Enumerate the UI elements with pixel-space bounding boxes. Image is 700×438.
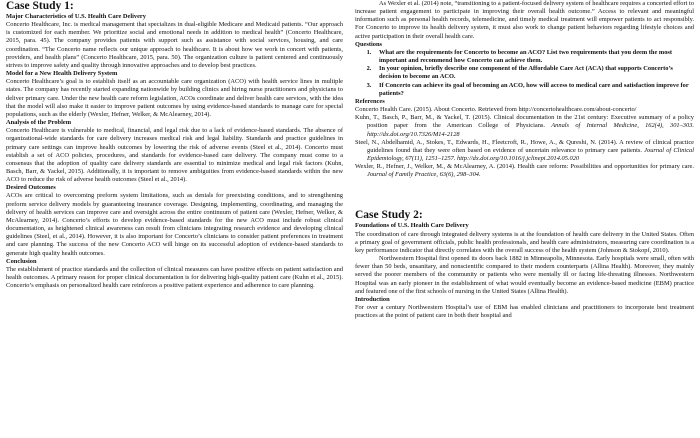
paragraph-desired-outcomes: ACOs are critical to overcoming preform system limitations, such as denials for preexisting conditions, and to strengthening preform service delivery models by guaranteeing insurance coverage. Designing, implementing, coordinating, and managing the delivery of health services can improve care and oversight across the entire continuum of patient care (Wexler, Hefner, Welker, & McAlearney, 2014). Concerto’s efforts to develop evidence-based standards for the new ACO must include robust clinical documentation, as heightened clinical awareness can result from clinicians integrating research evidence and developing clinical guidelines (Steel, et al., 2014). However, it is also important for Concerto’s clinicians to consider patient preferences in treatment and care planning. The success of the new Concerto ACO will hinge on its successful adoption of evidence-based standards to generate high quality health outcomes.	[6, 192, 343, 257]
paragraph-introduction: For over a century Northwestern Hospital’s use of EBM has enabled clinicians and practitioners to incorporate best treatment practices at the point of patient care in both their hospital and	[355, 304, 694, 320]
reference-item: Kuhn, T., Basch, P., Barr, M., & Yackel, T. (2015). Clinical documentation in the 21st century: Executive summary of a policy position paper from the American College of Physicians. Annals of Internal Medicine, 162(4), 301–303. http://dx.doi.org/10.7326/M14-2128	[355, 114, 694, 138]
heading-conclusion: Conclusion	[6, 257, 37, 265]
paragraph-wexler-quote: As Wexler et al. (2014) note, “transitioning to a patient-focused delivery system of healthcare requires a concerted effort to increase patient engagement to participate in improving their overall health outcome.” Access to relevant and meaningful information such as personal health records, telemedicine, and timely medical treatment will empower patients to act responsibly. For Concerto to improve its health delivery system, it must also work to change patient behaviors regarding lifestyle choices and active participation in their overall health care.	[355, 0, 694, 40]
reference-item: Concerto Health Care. (2015). About Concerto. Retrieved from http://concertohealthcare.com/about-concerto/	[355, 106, 637, 114]
question-item: 2. In your opinion, briefly describe one component of the Affordable Care Act (ACA) that supports Concerto’s decision to become an ACO.	[373, 65, 694, 81]
heading-questions: Questions	[355, 40, 382, 48]
heading-references: References	[355, 97, 385, 105]
questions-list	[355, 49, 694, 98]
heading-analysis: Analysis of the Problem	[6, 119, 72, 127]
heading-new-model: Model for a New Health Delivery System	[6, 70, 118, 78]
case2-title: Case Study 2:	[355, 209, 423, 222]
heading-major-characteristics: Major Characteristics of U.S. Health Care Delivery	[6, 13, 146, 20]
paragraph-major-characteristics: Concerto Healthcare, Inc. is medical management that specializes in dual-eligible Medicare and Medicaid patients. “Our approach is customized for each member. We prioritize social and emotional needs in addition to medical health” (Concerto Healthcare, 2015, para. 45). The company provides patients with support such as assistance with social services, housing, and care coordination. “The Concerto name reflects our unique approach to healthcare. It is about how we work in concert with patients, providers, and health plans” (Concerto Healthcare, 2015, para. 50). The organization culture is patient centered and continuously strives to improve safety and quality through innovative approaches and to develop best practices.	[6, 21, 343, 69]
reference-item: Wexler, R., Hefner, J., Welker, M., & McAlearney, A. (2014). Health care reform: Possibilities and opportunities for primary care. Journal of Family Practice, 63(6), 298–304.	[355, 163, 694, 179]
paragraph-new-model: Concerto Healthcare’s goal is to establish itself as an accountable care organization (ACO) with health service lines in multiple states. The company has recently started expanding nationwide by building clinics and hiring nurse practitioners and physicians to deliver primary care. Under the new health care reform legislation, ACOs coordinate and deliver health care services, with the idea that the model will also make it easier to improve patient outcomes by using evidence-based standards to manage care for special populations, such as the elderly (Wexler, Hefner, Welker, & McAlearney, 2014).	[6, 78, 343, 118]
case1-title: Case Study 1:	[6, 0, 74, 12]
section-spacer	[355, 179, 694, 209]
paragraph-analysis: Concerto Healthcare is vulnerable to medical, financial, and legal risk due to a lack of evidence-based standards. The absence of organizational-wide standards for care delivery increases medical risk and legal liability. Standards and practice guidelines in primary care settings can improve health outcomes by lowering the risk of adverse events (Steel et al., 2014). Concerto must establish a set of ACO policies, procedures, and standards for evidence-based care delivery. The company must come to a consensus that the adoption of quality care delivery standards are essential to minimize medical and legal risk factors (Kuhn, Basch, Barr, & Yackel, 2015). Additionally, it is important to remove ambiguities from evidence-based standards within the new ACO to reduce the risk of adverse health outcomes (Steel et al., 2014).	[6, 127, 343, 184]
heading-foundations: Foundations of U.S. Health Care Delivery	[355, 222, 469, 230]
paragraph-northwestern: Northwestern Hospital first opened its doors back 1882 in Minneapolis, Minnesota. Early hospitals were small, often with fewer than 50 beds, unsanitary, and nonscientific compared to their modern counterparts (Allina Health). Moreover, they mainly served the poorer members of the community or patients who were mentally ill or facing life-threating illnesses. Northwestern Hospital was an early pioneer in the establishment of what would eventually become an evidence-based medicine (EBM) practice and featured one of the first schools of nursing in the United States (Allina Health).	[355, 255, 694, 295]
heading-introduction: Introduction	[355, 295, 390, 303]
right-column	[355, 0, 694, 320]
heading-desired-outcomes: Desired Outcomes	[6, 184, 56, 192]
paragraph-conclusion: The establishment of practice standards and the collection of clinical measures can have positive effects on patient satisfaction and health outcomes. A primary reason for proper clinical documentation is for delivering high-quality patient care (Kuhn et al., 2015). Concerto’s emphasis on personalized health care reinforces a positive patient experience and adherence to care planning.	[6, 265, 343, 290]
question-item: 3. If Concerto can achieve its goal of becoming an ACO, how will access to medical care and satisfaction improve for patients?	[373, 82, 694, 98]
left-column	[6, 0, 343, 290]
paragraph-foundations: The coordination of care through integrated delivery systems is at the foundation of health care delivery in the United States. Often a primary goal of government officials, public health professionals, and health care administrators, measuring care coordination is a key performance indicator that directly correlates with the overall success of the health system (Johnson & Stokopf, 2010).	[355, 230, 694, 254]
reference-item: Steel, N., Abdelhamid, A., Stokes, T., Edwards, H., Fleetcroft, R., Howe, A., & Qureshi, N. (2014). A review of clinical practice guidelines found that they were often based on evidence of uncertain relevance to primary care patients. Journal of Clinical Epidemiology, 67(11), 1251–1257. http://dx.doi.org/10.1016/j.jclinepi.2014.05.020	[355, 138, 695, 162]
question-item: 1. What are the requirements for Concerto to become an ACO? List two requirements that you deem the most important and recommend how Concerto can achieve them.	[373, 49, 694, 65]
